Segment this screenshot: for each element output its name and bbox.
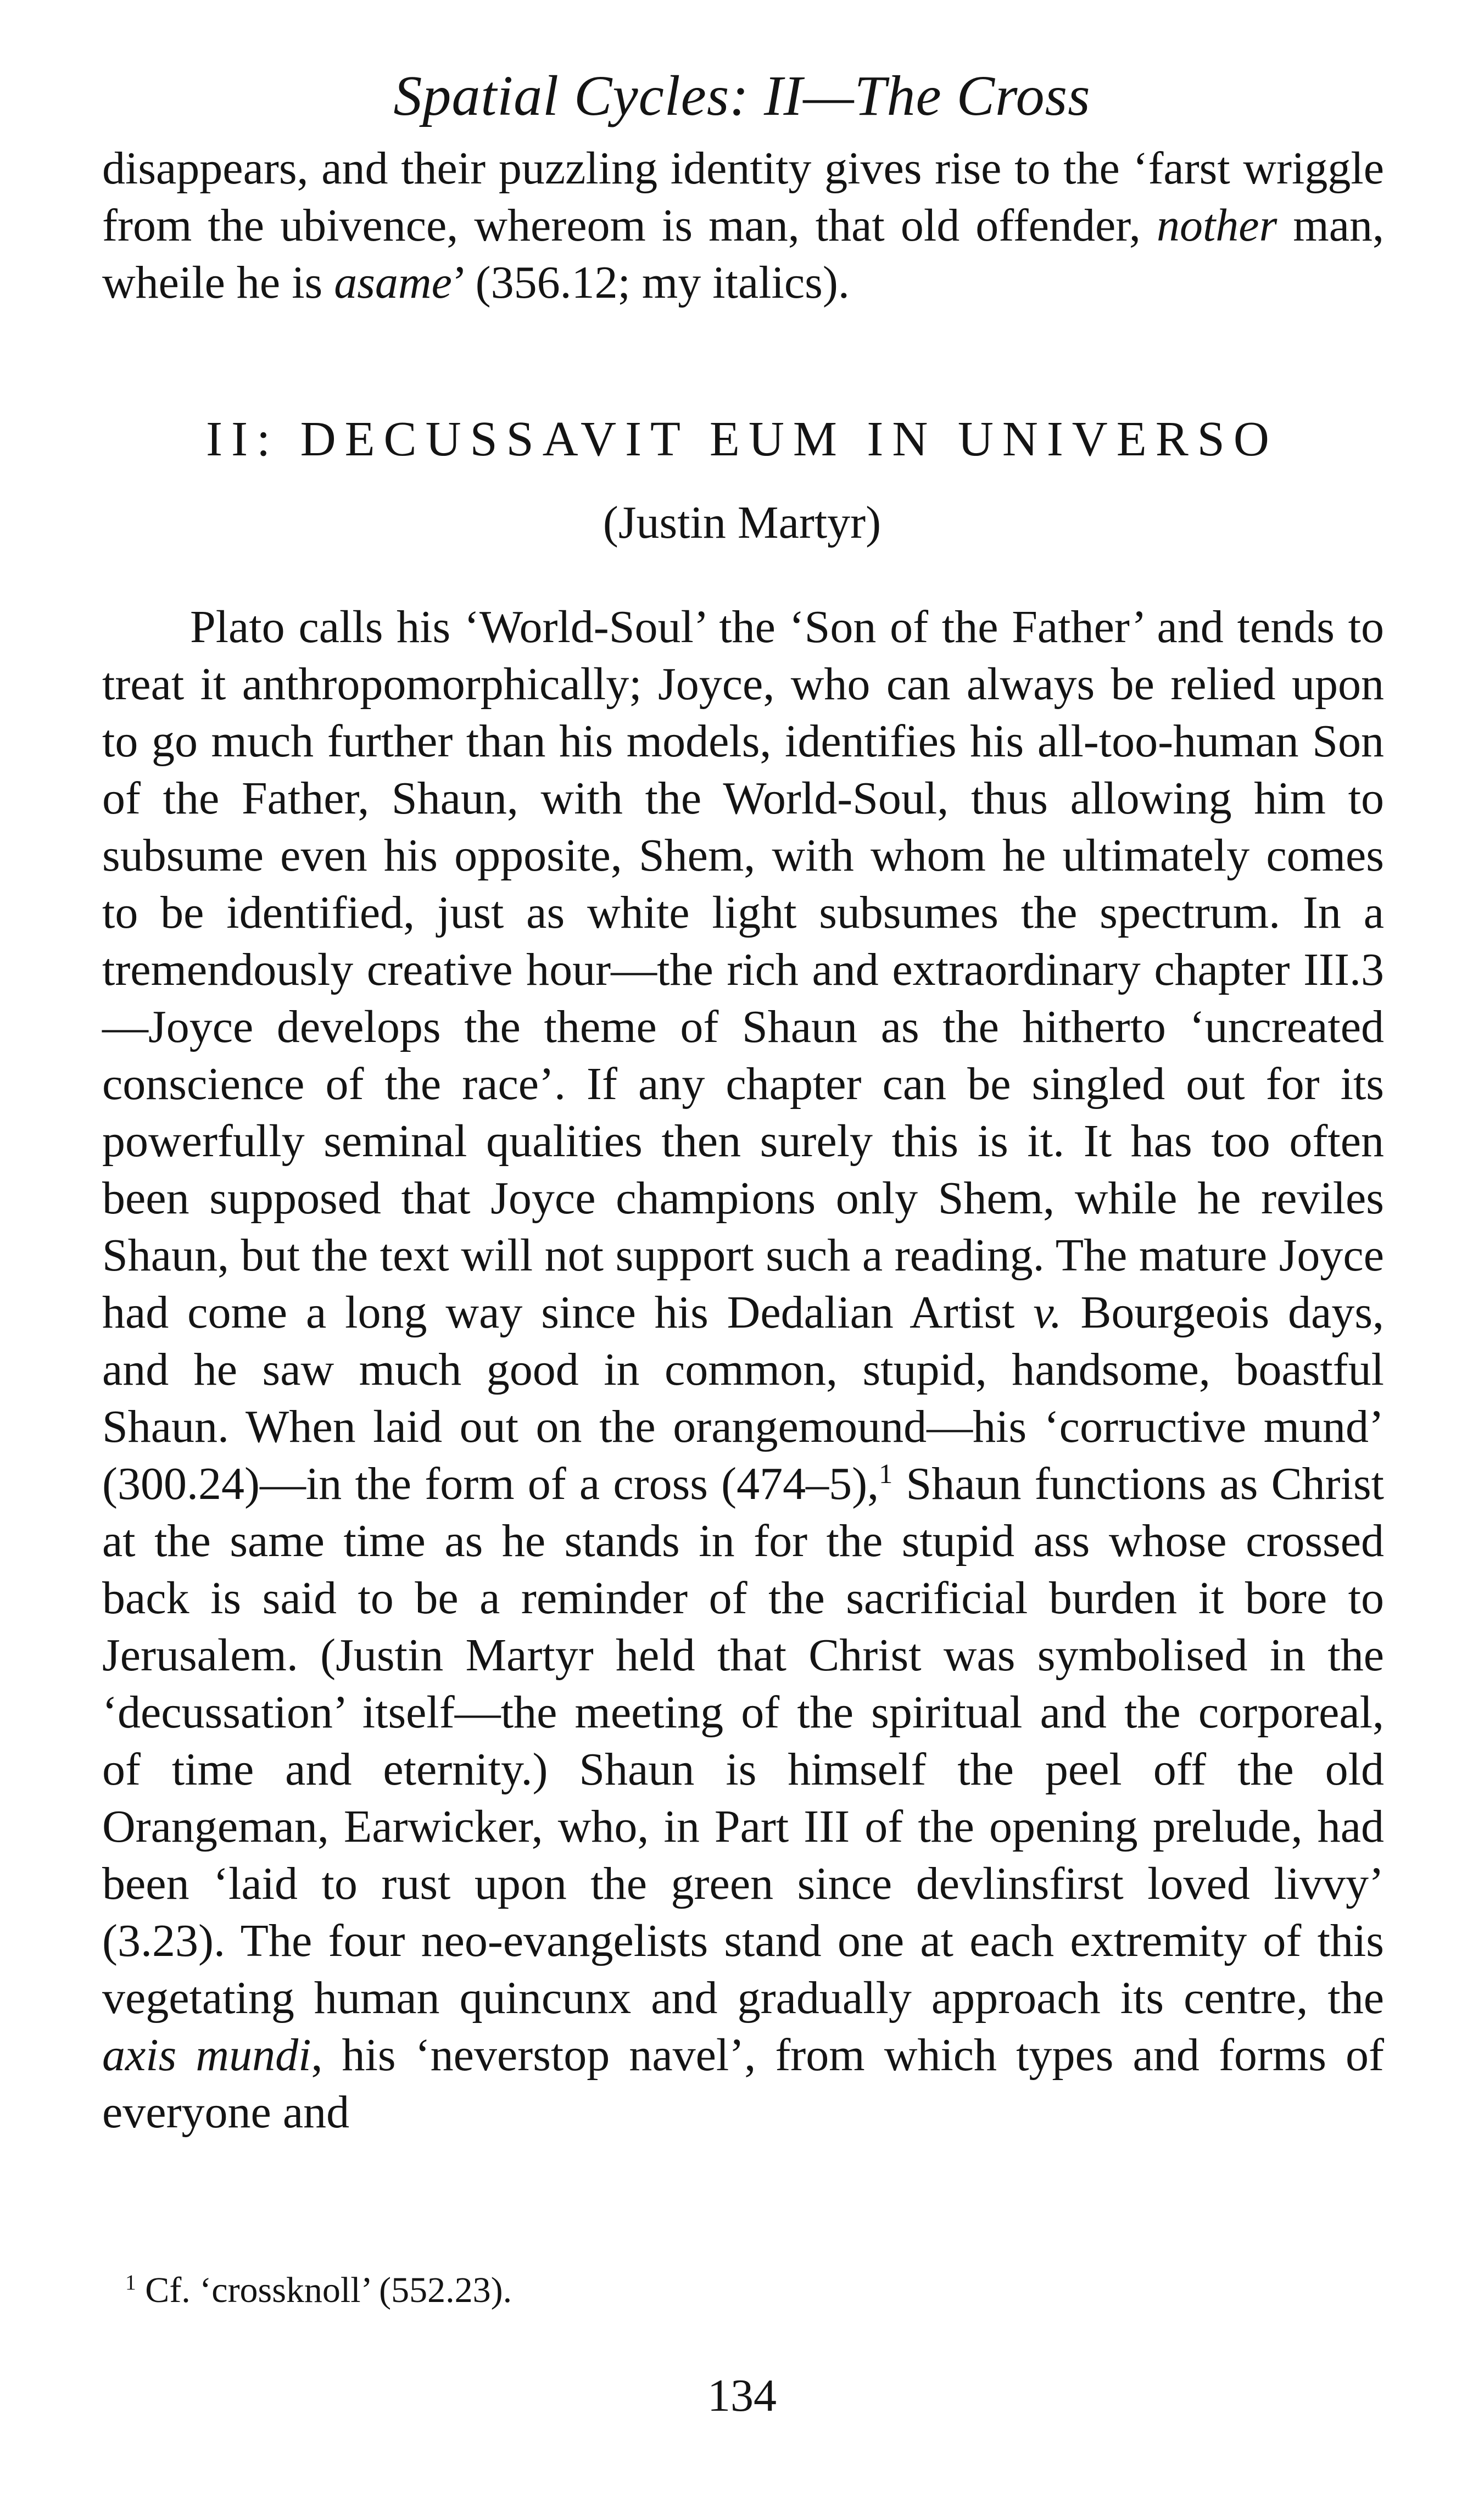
- footnote: [125, 2266, 1383, 2315]
- text-run: Bourgeois days, and he saw much good in common, stupid, handsome, boastful Shaun. When laid out on the orangemound—his ‘corructive mund’ (300.24)—in the form of a cross (474–5),: [102, 1287, 1385, 1509]
- section-source: (Justin Martyr): [602, 497, 882, 548]
- italic-text: axis mundi: [102, 2030, 311, 2081]
- footnote-text: Cf. ‘crossknoll’ (552.23).: [136, 2270, 512, 2310]
- footnote-marker: 1: [125, 2270, 136, 2294]
- text-run: ’ (356.12; my italics).: [451, 257, 850, 308]
- section-heading: II: DECUSSAVIT EUM IN UNIVERSO: [206, 412, 1278, 466]
- paragraph-continuation: [102, 140, 1384, 311]
- text-run: Plato calls his ‘World-Soul’ the ‘Son of the Father’ and tends to treat it anthropomorphically; Joyce, who can always be relied upon to go much further than his models, identifies his all-too-human Son of the Father, Shaun, with the World-Soul, thus allowing him to subsume even his opposite, Shem, with whom he ultimately comes to be identified, just as white light subsumes the spectrum. In a tremendously creative hour—the rich and extraordinary chapter III.3—Joyce develops the theme of Shaun as the hitherto ‘uncreated conscience of the race’. If any chapter can be singled out for its powerfully seminal qualities then surely this is it. It has too often been supposed that Joyce champions only Shem, while he reviles Shaun, but the text will not support such a reading. The mature Joyce had come a long way since his Dedalian Artist: [102, 601, 1384, 1338]
- italic-text: v.: [1033, 1287, 1062, 1338]
- text-run: Shaun functions as Christ at the same time as he stands in for the stupid ass whose crossed back is said to be a reminder of the sacrificial burden it bore to Jerusalem. (Justin Martyr held that Christ was symbolised in the ‘decussation’ itself—the meeting of the spiritual and the corporeal, of time and eternity.) Shaun is himself the peel off the old Orangeman, Earwicker, who, in Part III of the opening prelude, had been ‘laid to rust upon the green since devlinsfirst loved livvy’ (3.23). The four neo-evangelists stand one at each extremity of this vegetating human quincunx and gradually approach its centre, the: [102, 1458, 1384, 2024]
- paragraph-main: [102, 599, 1384, 2141]
- footnote-reference[interactable]: 1: [879, 1458, 893, 1489]
- italic-text: nother: [1156, 200, 1277, 251]
- running-head: Spatial Cycles: II—The Cross: [393, 64, 1091, 127]
- text-run: , his ‘neverstop navel’, from which types and forms of everyone and: [102, 2030, 1384, 2138]
- text-run: disappears, and their puzzling identity gives rise to the ‘farst wriggle from the ubivence, whereom is man, that old offender,: [102, 143, 1384, 251]
- text-run: man, wheile he is: [102, 200, 1384, 308]
- italic-text: asame: [334, 257, 452, 308]
- page-number: 134: [707, 2370, 777, 2421]
